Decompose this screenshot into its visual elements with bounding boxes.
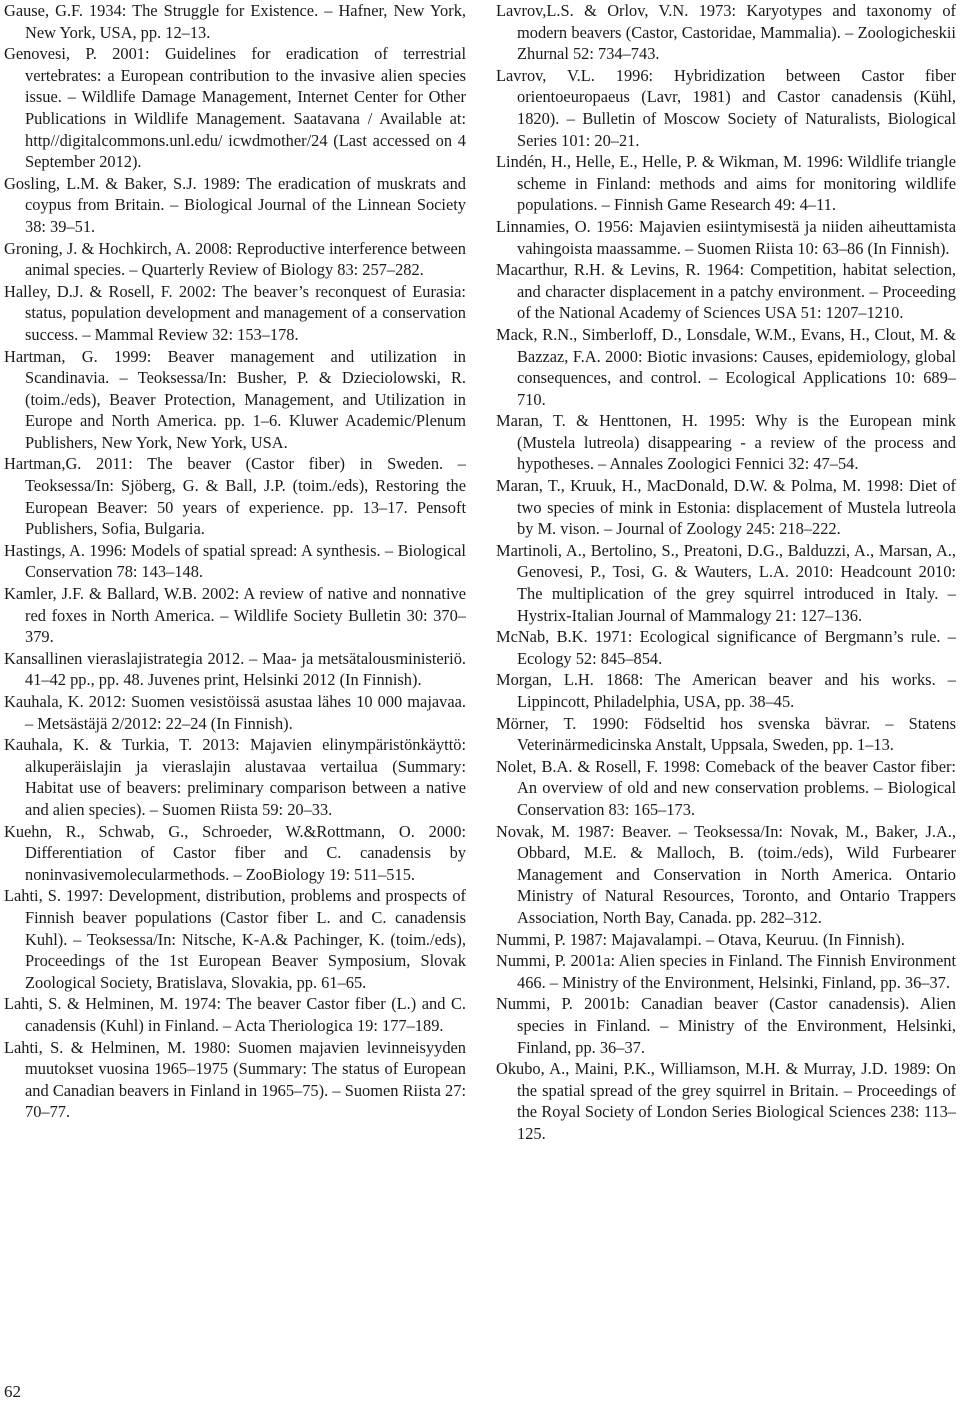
reference-entry: Kauhala, K. 2012: Suomen vesistöissä asustaa lähes 10 000 majavaa. – Metsästäjä 2/2012: 22–24 (In Finnish). xyxy=(4,692,466,733)
reference-entry: Lahti, S. 1997: Development, distribution, problems and prospects of Finnish beaver populations (Castor fiber L. and C. canadensis Kuhl). – Teoksessa/In: Nitsche, K-A.& Pachinger, K. (toim./eds), Proceedings of the 1st European Beaver Symposium, Slovak Zoological Society, Bratislava, Slovakia, pp. 61–65. xyxy=(4,886,466,992)
reference-entry: Lahti, S. & Helminen, M. 1980: Suomen majavien levinneisyyden muutokset vuosina 1965–1975 (Summary: The status of European and Canadian beavers in Finland in 1965–75). – Suomen Riista 27: 70–77. xyxy=(4,1037,466,1122)
reference-entry: Mack, R.N., Simberloff, D., Lonsdale, W.M., Evans, H., Clout, M. & Bazzaz, F.A. 2000: Biotic invasions: Causes, epidemiology, global consequences, and control. – Ecological Applications 10: 689–710. xyxy=(496,324,956,409)
reference-entry: McNab, B.K. 1971: Ecological significance of Bergmann’s rule. – Ecology 52: 845–854. xyxy=(496,627,956,668)
reference-entry: Nummi, P. 2001b: Canadian beaver (Castor canadensis). Alien species in Finland. – Ministry of the Environment, Helsinki, Finland, pp. 36–37. xyxy=(496,994,956,1057)
reference-entry: Lahti, S. & Helminen, M. 1974: The beaver Castor fiber (L.) and C. canadensis (Kuhl) in Finland. – Acta Theriologica 19: 177–189. xyxy=(4,994,466,1035)
reference-entry: Nummi, P. 1987: Majavalampi. – Otava, Keuruu. (In Finnish). xyxy=(496,929,905,949)
reference-entry: Nolet, B.A. & Rosell, F. 1998: Comeback of the beaver Castor fiber: An overview of old and new conservation problems. – Biological Conservation 83: 165–173. xyxy=(496,756,956,819)
reference-entry: Halley, D.J. & Rosell, F. 2002: The beaver’s reconquest of Eurasia: status, population development and management of a conservation success. – Mammal Review 32: 153–178. xyxy=(4,281,466,344)
page-number: 62 xyxy=(4,1382,21,1401)
reference-entry: Genovesi, P. 2001: Guidelines for eradication of terrestrial vertebrates: a European contribution to the invasive alien species issue. – Wildlife Damage Management, Internet Center for Other Publications in Wildlife Management. Saatavana / Available at: http//digitalcommons.unl.edu/ icwdmother/24 (Last accessed on 4 September 2012). xyxy=(4,44,466,172)
reference-entry: Nummi, P. 2001a: Alien species in Finland. The Finnish Environment 466. – Ministry of the Environment, Helsinki, Finland, pp. 36–37. xyxy=(496,951,956,992)
reference-entry: Gosling, L.M. & Baker, S.J. 1989: The eradication of muskrats and coypus from Britain. – Biological Journal of the Linnean Society 38: 39–51. xyxy=(4,173,466,236)
reference-entry: Lavrov, V.L. 1996: Hybridization between Castor fiber orientoeuropaeus (Lavr, 1981) and Castor canadensis (Kühl, 1820). – Bulletin of Moscow Society of Naturalists, Biological Series 101: 20–21. xyxy=(496,65,956,150)
reference-entry: Kuehn, R., Schwab, G., Schroeder, W.&Rottmann, O. 2000: Differentiation of Castor fiber and C. canadensis by noninvasivemolecularmethods. – ZooBiology 19: 511–515. xyxy=(4,821,466,884)
reference-entry: Kamler, J.F. & Ballard, W.B. 2002: A review of native and nonnative red foxes in North America. – Wildlife Society Bulletin 30: 370–379. xyxy=(4,584,466,647)
reference-entry: Gause, G.F. 1934: The Struggle for Existence. – Hafner, New York, New York, USA, pp. 12–13. xyxy=(4,1,466,42)
reference-entry: Lavrov,L.S. & Orlov, V.N. 1973: Karyotypes and taxonomy of modern beavers (Castor, Castoridae, Mammalia). – Zoologicheskii Zhurnal 52: 734–743. xyxy=(496,1,956,64)
reference-entry: Kansallinen vieraslajistrategia 2012. – Maa- ja metsätalousministeriö. 41–42 pp., pp. 48. Juvenes print, Helsinki 2012 (In Finnish). xyxy=(4,648,466,690)
reference-entry: Lindén, H., Helle, E., Helle, P. & Wikman, M. 1996: Wildlife triangle scheme in Finland: methods and aims for monitoring wildlife populations. – Finnish Game Research 49: 4–11. xyxy=(496,152,956,215)
reference-entry: Hastings, A. 1996: Models of spatial spread: A synthesis. – Biological Conservation 78: 143–148. xyxy=(4,540,466,582)
reference-entry: Maran, T. & Henttonen, H. 1995: Why is the European mink (Mustela lutreola) disappearing - a review of the process and hypotheses. – Annales Zoologici Fennici 32: 47–54. xyxy=(496,411,956,474)
reference-entry: Martinoli, A., Bertolino, S., Preatoni, D.G., Balduzzi, A., Marsan, A., Genovesi, P., Tosi, G. & Wauters, L.A. 2010: Headcount 2010: The multiplication of the grey squirrel introduced in Italy. – Hystrix-Italian Journal of Mammalogy 21: 127–136. xyxy=(496,540,956,625)
reference-entry: Hartman,G. 2011: The beaver (Castor fiber) in Sweden. – Teoksessa/In: Sjöberg, G. & Ball, J.P. (toim./eds), Restoring the European Beaver: 50 years of experience. pp. 13–17. Pensoft Publishers, Sofia, Bulgaria. xyxy=(4,454,466,539)
reference-entry: Mörner, T. 1990: Födseltid hos svenska bävrar. – Statens Veterinärmedicinska Anstalt, Uppsala, Sweden, pp. 1–13. xyxy=(496,713,956,755)
reference-entry: Hartman, G. 1999: Beaver management and utilization in Scandinavia. – Teoksessa/In: Busher, P. & Dzieciolowski, R. (toim./eds), Beaver Protection, Management, and Utilization in Europe and North America. pp. 1–6. Kluwer Academic/Plenum Publishers, New York, New York, USA. xyxy=(4,346,466,452)
reference-entry: Groning, J. & Hochkirch, A. 2008: Reproductive interference between animal species. – Quarterly Review of Biology 83: 257–282. xyxy=(4,238,466,280)
reference-entry: Okubo, A., Maini, P.K., Williamson, M.H. & Murray, J.D. 1989: On the spatial spread of the grey squirrel in Britain. – Proceedings of the Royal Society of London Series Biological Sciences 238: 113–125. xyxy=(496,1059,956,1143)
references-right-column xyxy=(496,0,956,1144)
reference-entry: Macarthur, R.H. & Levins, R. 1964: Competition, habitat selection, and character displacement in a patchy environment. – Proceeding of the National Academy of Sciences USA 51: 1207–1210. xyxy=(496,260,956,323)
reference-entry: Novak, M. 1987: Beaver. – Teoksessa/In: Novak, M., Baker, J.A., Obbard, M.E. & Malloch, B. (toim./eds), Wild Furbearer Management and Conservation in North America. Ontario Ministry of Natural Resources, Toronto, and Ontario Trappers Association, North Bay, Canada. pp. 282–312. xyxy=(496,821,956,927)
reference-entry: Linnamies, O. 1956: Majavien esiintymisestä ja niiden aiheuttamista vahingoista maassamme. – Suomen Riista 10: 63–86 (In Finnish). xyxy=(496,216,956,258)
reference-entry: Maran, T., Kruuk, H., MacDonald, D.W. & Polma, M. 1998: Diet of two species of mink in Estonia: displacement of Mustela lutreola by M. vison. – Journal of Zoology 245: 218–222. xyxy=(496,476,956,539)
references-left-column xyxy=(4,0,466,1123)
reference-entry: Morgan, L.H. 1868: The American beaver and his works. – Lippincott, Philadelphia, USA, pp. 38–45. xyxy=(496,670,956,711)
reference-entry: Kauhala, K. & Turkia, T. 2013: Majavien elinympäristönkäyttö: alkuperäislajin ja vieraslajin alustavaa vertailua (Summary: Habitat use of beavers: preliminary comparison between a native and alien species). – Suomen Riista 59: 20–33. xyxy=(4,735,466,819)
